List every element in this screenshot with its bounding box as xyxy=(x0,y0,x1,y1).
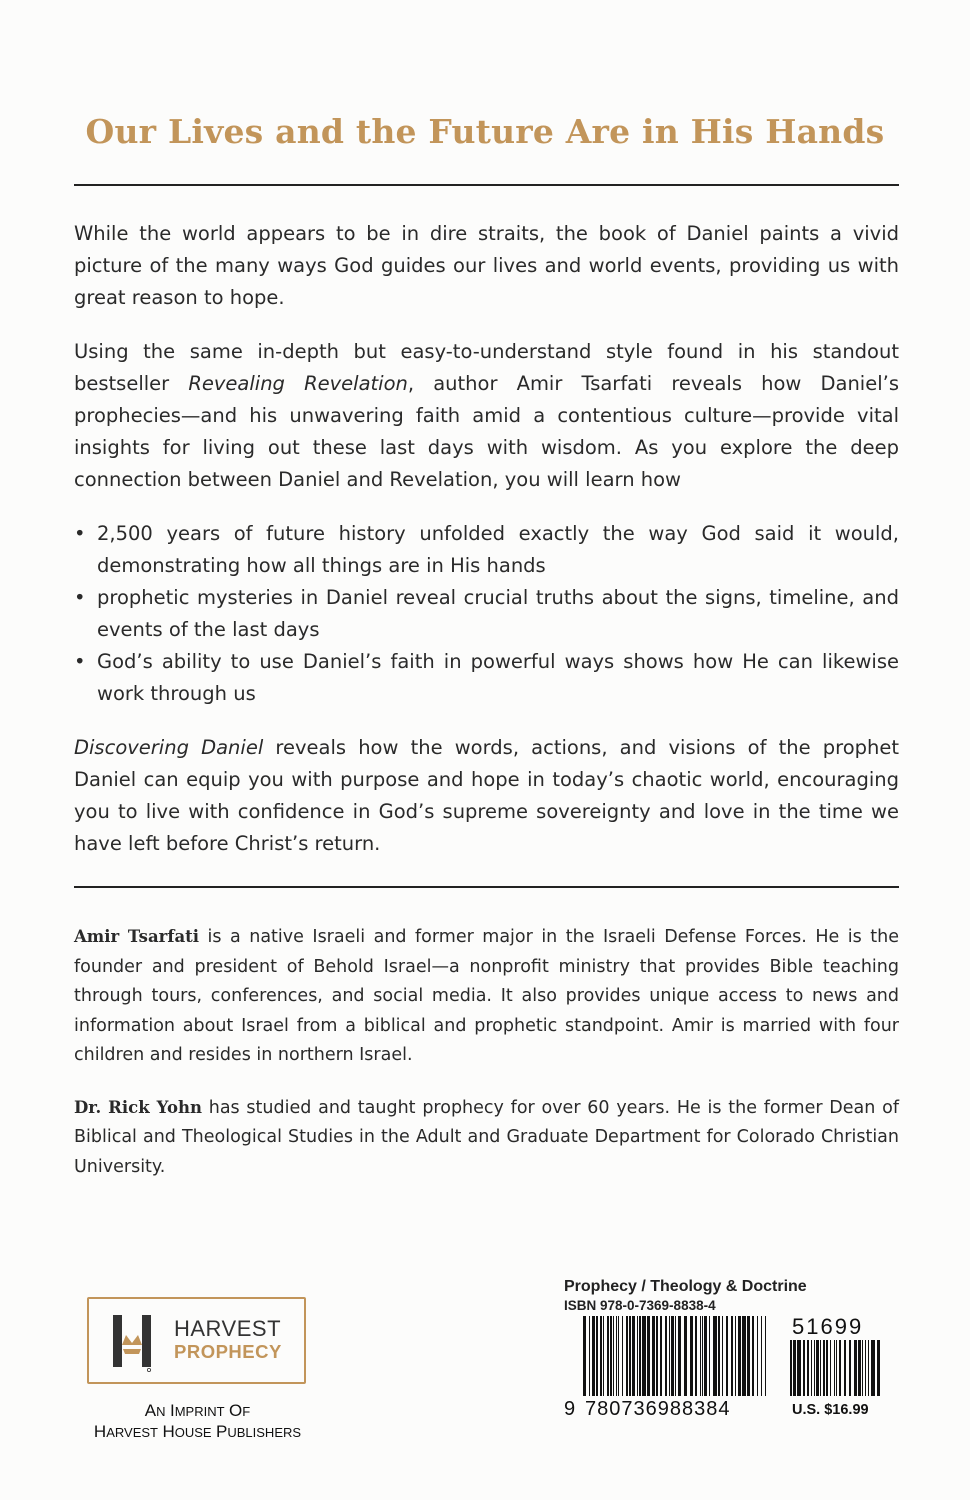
back-cover-headline: Our Lives and the Future Are in His Hands xyxy=(85,112,885,151)
benefit-list xyxy=(74,518,899,710)
list-item: • prophetic mysteries in Daniel reveal crucial truths about the signs, timeline, and events of the last days xyxy=(74,582,899,646)
coauthor-bio-text: has studied and taught prophecy for over 60 years. He is the former Dean of Biblical and Theological Studies in the Adult and Graduate Department for Colorado Christian University. xyxy=(74,1097,899,1177)
author-bio xyxy=(74,922,899,1071)
harvest-h-icon xyxy=(109,1311,155,1373)
bio-divider xyxy=(74,886,899,888)
imprint-line-1: AN IMPRINT OF xyxy=(144,1401,251,1420)
imprint-line-2: HARVEST HOUSE PUBLISHERS xyxy=(93,1422,302,1441)
book-price: U.S. $16.99 xyxy=(792,1402,869,1418)
coauthor-name: Dr. Rick Yohn xyxy=(74,1097,202,1117)
isbn-number: ISBN 978-0-7369-8838-4 xyxy=(564,1298,716,1313)
closing-paragraph-text: reveals how the words, actions, and visions of the prophet Daniel can equip you with purpose and hope in today’s chaotic world, encouraging you to live with confidence in God’s supreme sovereignty and love in the time we have left before Christ’s return. xyxy=(74,736,899,855)
closing-paragraph xyxy=(74,732,899,860)
style-paragraph-text: Using the same in-depth but easy-to-understand style found in his standout bestseller xyxy=(74,340,899,395)
book-title-revealing-revelation: Revealing Revelation xyxy=(188,372,408,395)
style-paragraph-text-2: , author Amir Tsarfati reveals how Daniel’s prophecies—and his unwavering faith amid a contentious culture—provide vital insights for living out these last days with wisdom. As you explore the deep connection between Daniel and Revelation, you will learn how xyxy=(74,372,899,491)
barcode-addon-digits: 51699 xyxy=(792,1314,864,1339)
barcode-lead-digit: 9 xyxy=(564,1398,576,1420)
author-name: Amir Tsarfati xyxy=(74,927,200,946)
logo-text-prophecy: PROPHECY xyxy=(174,1341,282,1362)
top-divider xyxy=(74,184,899,186)
book-title-discovering-daniel: Discovering Daniel xyxy=(74,736,264,759)
book-description xyxy=(74,218,899,882)
list-item: • God’s ability to use Daniel’s faith in powerful ways shows how He can likewise work through us xyxy=(74,646,899,710)
logo-text-harvest: HARVEST xyxy=(174,1316,282,1341)
book-category: Prophecy / Theology & Doctrine xyxy=(564,1278,807,1295)
addon-barcode-icon xyxy=(790,1340,880,1396)
list-item: • 2,500 years of future history unfolded exactly the way God said it would, demonstrating how all things are in His hands xyxy=(74,518,899,582)
ean-barcode-icon xyxy=(583,1316,768,1396)
author-bios xyxy=(74,922,899,1204)
coauthor-bio xyxy=(74,1093,899,1183)
author-bio-text: is a native Israeli and former major in the Israeli Defense Forces. He is the founder and president of Behold Israel—a nonprofit ministry that provides Bible teaching through tours, conferences, and social media. It also provides unique access to news and information about Israel from a biblical and prophetic standpoint. Amir is married with four children and resides in northern Israel. xyxy=(74,927,899,1065)
style-paragraph xyxy=(74,336,899,496)
publisher-logo xyxy=(87,1297,306,1384)
barcode-digits: 780736988384 xyxy=(585,1398,731,1420)
intro-paragraph: While the world appears to be in dire straits, the book of Daniel paints a vivid picture of the many ways God guides our lives and world events, providing us with great reason to hope. xyxy=(74,222,899,309)
